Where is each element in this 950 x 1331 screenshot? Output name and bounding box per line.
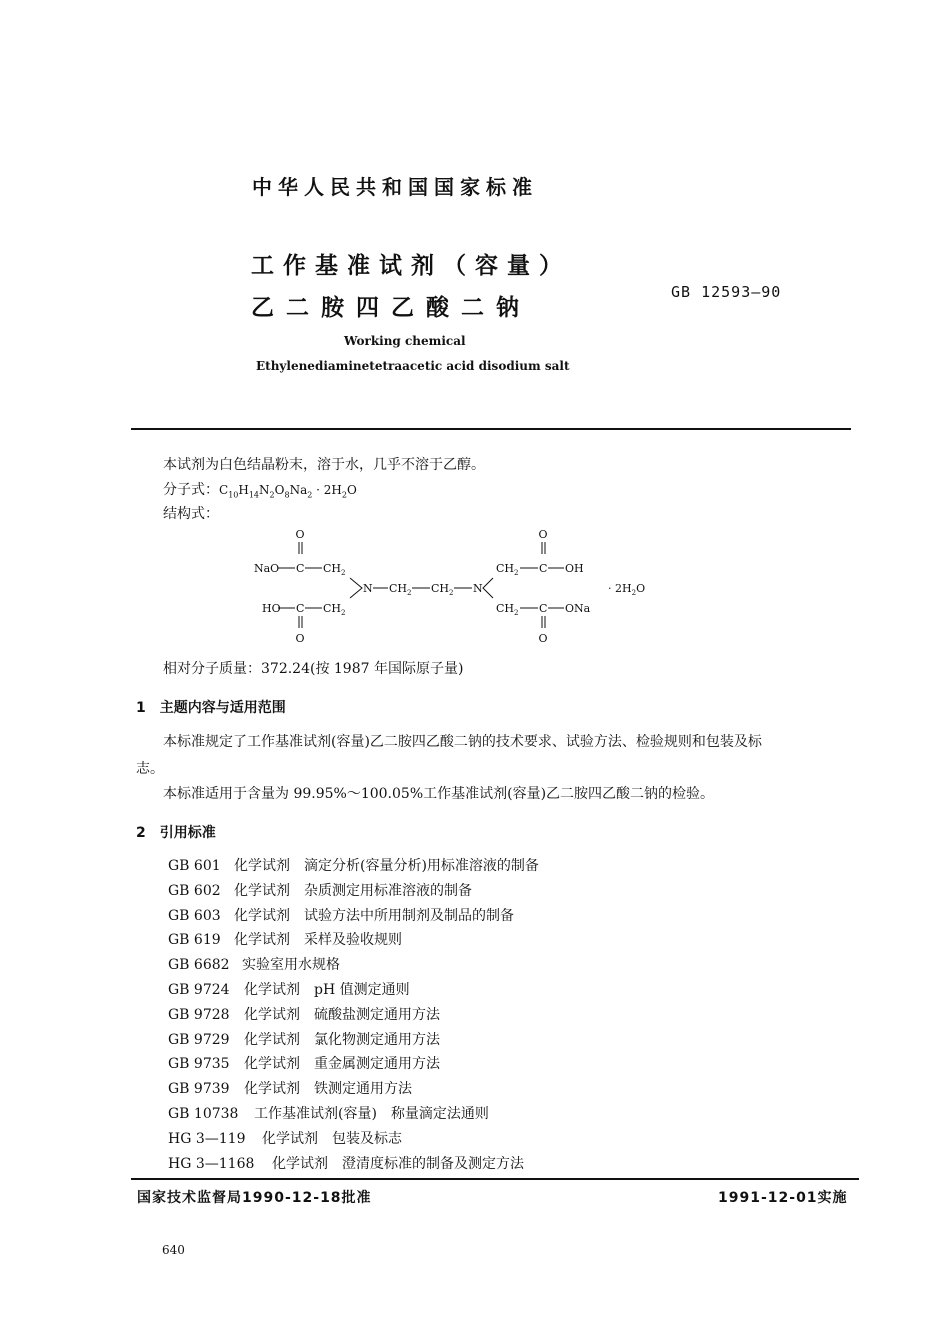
- svg-text:C: C: [296, 602, 305, 615]
- reference-item: [168, 1004, 440, 1024]
- svg-text:O: O: [295, 528, 305, 541]
- reference-title: 化学试剂 重金属测定通用方法: [244, 1056, 440, 1073]
- svg-text:O: O: [538, 632, 548, 645]
- approval-note: 国家技术监督局1990-12-18批准: [137, 1190, 372, 1206]
- reference-code: GB 9729: [168, 1031, 230, 1048]
- molecular-formula: [163, 479, 357, 499]
- reference-item: [168, 1128, 402, 1148]
- svg-text:NaO: NaO: [254, 562, 280, 575]
- reference-code: GB 9735: [168, 1056, 230, 1073]
- reference-code: GB 6682: [168, 957, 230, 974]
- svg-text:HO: HO: [262, 602, 281, 615]
- svg-text:C: C: [539, 602, 548, 615]
- svg-text:CH2: $CH_2$: [323, 602, 346, 617]
- reference-title: 化学试剂 澄清度标准的制备及测定方法: [272, 1155, 524, 1172]
- svg-text:CH2: $CH_2$: [496, 562, 519, 577]
- reference-code: HG 3—1168: [168, 1155, 255, 1172]
- structural-formula-diagram: [240, 520, 670, 650]
- structure-label: 结构式：: [163, 506, 219, 522]
- reference-code: HG 3—119: [168, 1130, 246, 1147]
- reference-title: 化学试剂 氯化物测定通用方法: [244, 1031, 440, 1048]
- section-1-heading: 1 主题内容与适用范围: [136, 700, 286, 716]
- reference-title: 化学试剂 试验方法中所用制剂及制品的制备: [234, 907, 514, 924]
- reference-code: GB 9739: [168, 1081, 230, 1098]
- title-line-1: 工作基准试剂（容量）: [251, 253, 571, 279]
- reference-item: [168, 929, 402, 949]
- section-1-para-1-line-1: 本标准规定了工作基准试剂(容量)乙二胺四乙酸二钠的技术要求、试验方法、检验规则和包装及标: [163, 734, 762, 750]
- reference-item: [168, 979, 410, 999]
- svg-text:C: C: [539, 562, 548, 575]
- reference-item: [168, 905, 514, 925]
- reference-code: GB 10738: [168, 1106, 239, 1122]
- svg-text:O: O: [295, 632, 305, 645]
- section-1-para-1-line-2: 志。: [136, 761, 164, 777]
- section-2-heading: 2 引用标准: [136, 825, 216, 841]
- reference-title: 化学试剂 采样及验收规则: [234, 932, 402, 949]
- reference-item: [168, 1078, 412, 1098]
- molecular-mass: 相对分子质量：372.24(按 1987 年国际原子量): [163, 661, 464, 677]
- reference-code: GB 603: [168, 907, 221, 924]
- reference-item: [168, 954, 340, 974]
- reference-title: 化学试剂 滴定分析(容量分析)用标准溶液的制备: [234, 858, 539, 874]
- reference-title: 化学试剂 硫酸盐测定通用方法: [244, 1006, 440, 1023]
- title-line-2: 乙二胺四乙酸二钠: [251, 295, 531, 321]
- reference-item: [168, 1053, 440, 1073]
- reference-code: GB 9728: [168, 1006, 230, 1023]
- svg-text:CH2: $CH_2$: [431, 582, 454, 597]
- svg-text:O: O: [538, 528, 548, 541]
- page-number: 640: [162, 1243, 185, 1257]
- section-1-para-2: 本标准适用于含量为 99.95%～100.05%工作基准试剂(容量)乙二胺四乙酸二钠的检验。: [163, 786, 715, 802]
- footer-divider: [131, 1178, 859, 1180]
- reference-item: [168, 855, 539, 875]
- svg-text:CH2: $CH_2$: [323, 562, 346, 577]
- reference-title: 化学试剂 pH 值测定通则: [244, 982, 410, 998]
- svg-text:CH2: $CH_2$: [496, 602, 519, 617]
- reference-title: 化学试剂 包装及标志: [262, 1130, 402, 1147]
- reference-item: [168, 1103, 489, 1123]
- formula-label: 分子式：: [163, 482, 219, 498]
- reference-item: [168, 1029, 440, 1049]
- description-text: 本试剂为白色结晶粉末，溶于水，几乎不溶于乙醇。: [163, 457, 485, 473]
- svg-text:C: C: [296, 562, 305, 575]
- english-title-line-2: Ethylenediaminetetraacetic acid disodium salt: [256, 359, 570, 373]
- svg-text:N: N: [473, 582, 483, 595]
- reference-title: 化学试剂 杂质测定用标准溶液的制备: [234, 882, 472, 899]
- svg-text:OH: OH: [565, 562, 584, 575]
- reference-code: GB 601: [168, 858, 221, 874]
- svg-text:N: N: [363, 582, 373, 595]
- reference-code: GB 9724: [168, 982, 230, 998]
- svg-text:ONa: ONa: [565, 602, 591, 615]
- reference-code: GB 602: [168, 882, 221, 899]
- svg-text:CH2: $CH_2$: [389, 582, 412, 597]
- reference-code: GB 619: [168, 932, 221, 949]
- reference-item: [168, 880, 472, 900]
- english-title-line-1: Working chemical: [344, 334, 466, 348]
- standard-number: GB 12593—90: [671, 283, 782, 301]
- formula-value: $C_{10}H_{14}N_2O_8Na_2 \cdot 2H_2O$: [219, 483, 357, 500]
- reference-item: [168, 1153, 524, 1173]
- reference-title: 化学试剂 铁测定通用方法: [244, 1081, 412, 1098]
- national-standard-heading: 中华人民共和国国家标准: [252, 175, 538, 199]
- implementation-date: 1991-12-01实施: [718, 1190, 848, 1206]
- reference-title: 工作基准试剂(容量) 称量滴定法通则: [254, 1106, 489, 1122]
- header-divider: [131, 428, 851, 430]
- reference-title: 实验室用水规格: [242, 957, 340, 974]
- svg-text:· 2H2O: · $2H_2O$: [608, 582, 646, 597]
